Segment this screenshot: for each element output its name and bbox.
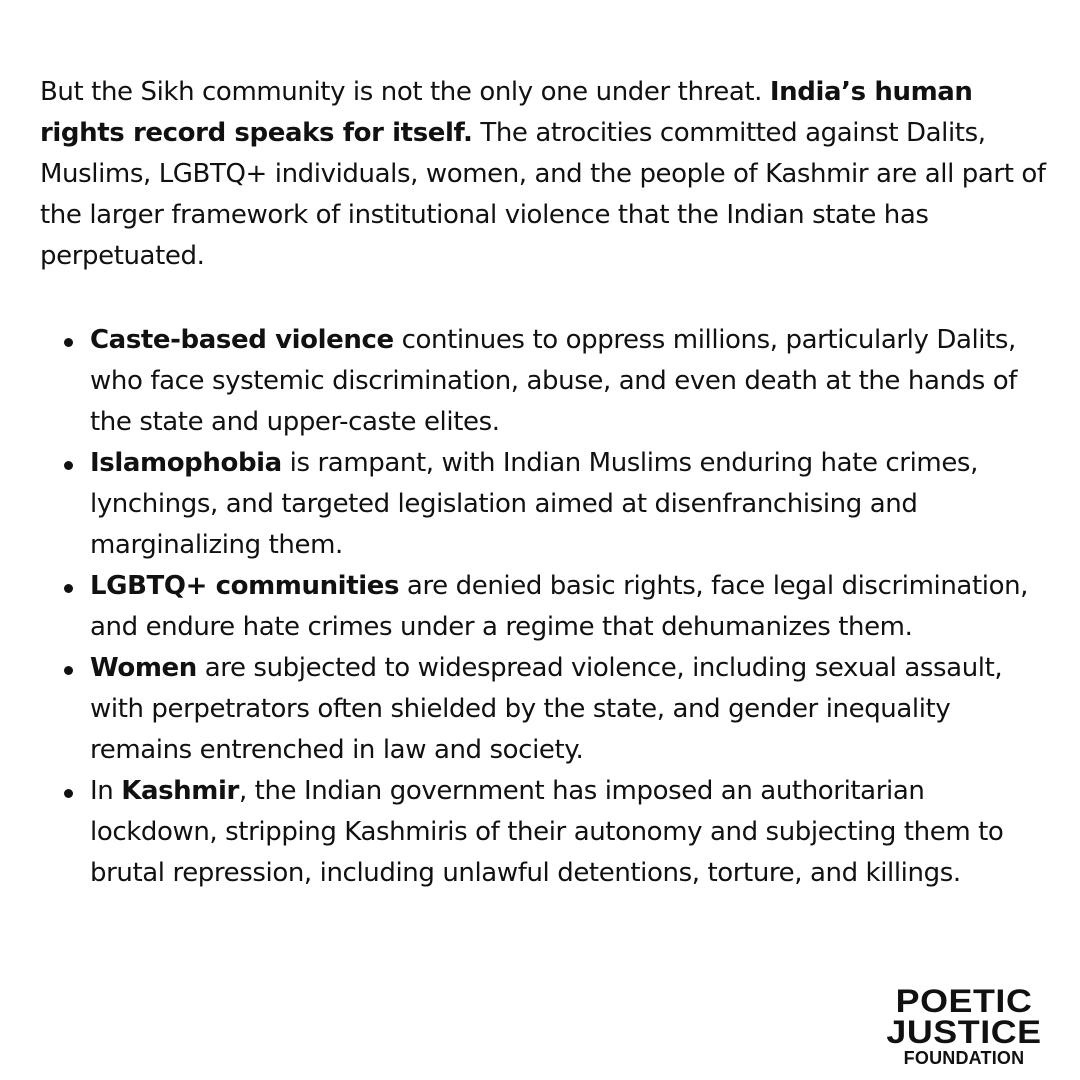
bullet-women: [40, 648, 1050, 771]
intro-bold-statement: India’s human rights record speaks for itself.: [40, 77, 973, 148]
bullet-kashmir: [40, 771, 1050, 894]
bullet-islamophobia: [40, 443, 1050, 566]
bullet-prefix: In: [90, 776, 122, 806]
bullet-text: are subjected to widespread violence, including sexual assault, with perpetrators often shielded by the state, and gender inequality remains entrenched in law and society.: [90, 653, 1003, 765]
document-body: [40, 72, 1050, 894]
bullet-caste-violence: [40, 320, 1050, 443]
intro-text-end: The atrocities committed against Dalits, Muslims, LGBTQ+ individuals, women, and the people of Kashmir are all part of the larger framework of institutional violence that the Indian state has perpetuated.: [40, 118, 1046, 271]
intro-paragraph: [40, 72, 1050, 277]
bullet-text: continues to oppress millions, particularly Dalits, who face systemic discrimination, abuse, and even death at the hands of the state and upper-caste elites.: [90, 325, 1017, 437]
bullet-bold-term: Kashmir: [121, 776, 239, 806]
bullet-text: , the Indian government has imposed an authoritarian lockdown, stripping Kashmiris of their autonomy and subjecting them to brutal repression, including unlawful detentions, torture, and killings.: [90, 776, 1004, 888]
logo-line-justice: JUSTICE: [886, 1014, 1042, 1050]
bullet-text: is rampant, with Indian Muslims enduring hate crimes, lynchings, and targeted legislation aimed at disenfranchising and marginalizing them.: [90, 448, 978, 560]
logo-line-poetic: POETIC: [895, 983, 1033, 1019]
bullet-bold-term: LGBTQ+ communities: [90, 571, 400, 601]
bullet-lgbtq: [40, 566, 1050, 648]
logo-line-foundation: FOUNDATION: [903, 1048, 1025, 1068]
bullet-list: [40, 320, 1050, 894]
bullet-bold-term: Women: [90, 653, 197, 683]
bullet-bold-term: Islamophobia: [90, 448, 282, 478]
bullet-bold-term: Caste-based violence: [90, 325, 394, 355]
intro-text-start: But the Sikh community is not the only one under threat.: [40, 77, 770, 107]
bullet-text: are denied basic rights, face legal discrimination, and endure hate crimes under a regime that dehumanizes them.: [90, 571, 1029, 642]
poetic-justice-foundation-logo: [884, 983, 1044, 1068]
